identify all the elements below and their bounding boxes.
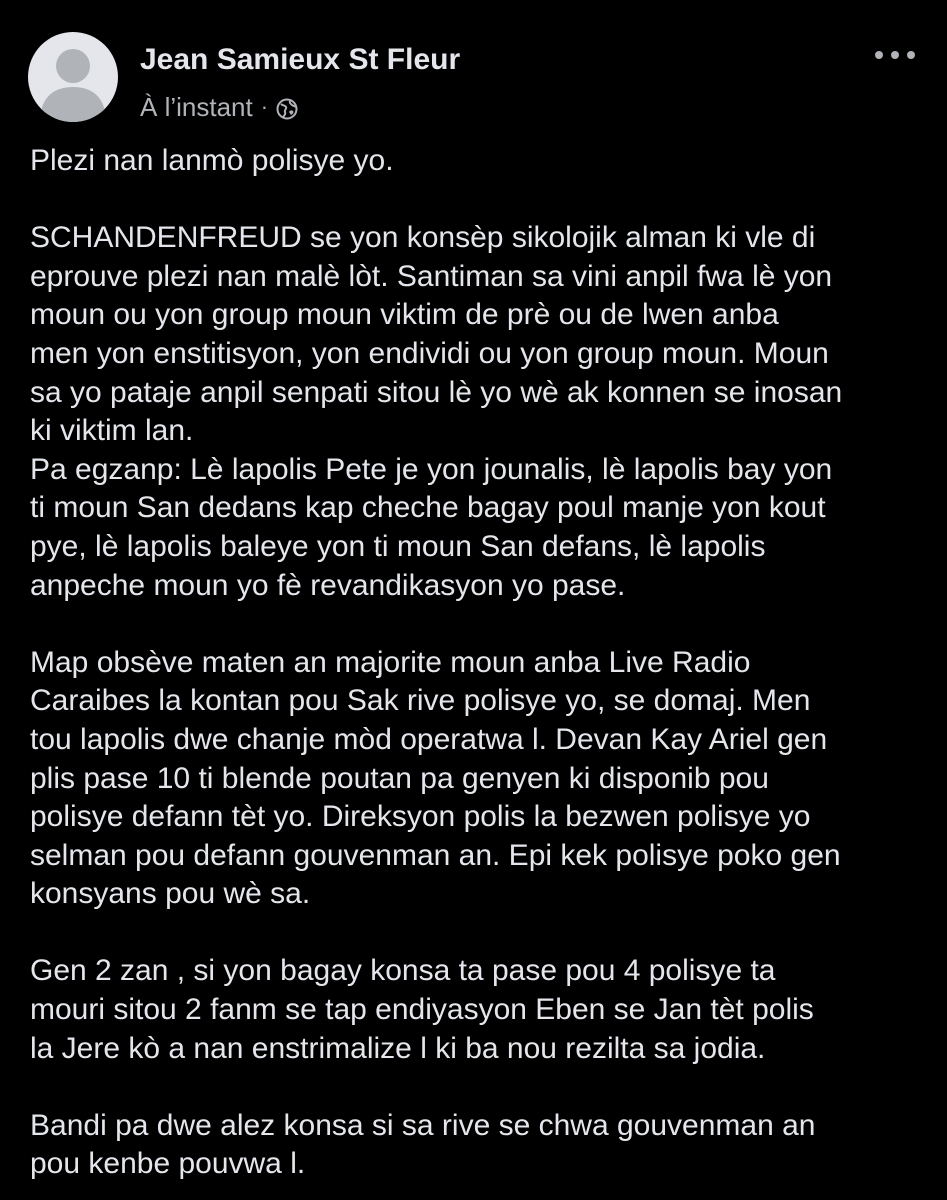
default-profile-icon <box>28 32 118 122</box>
globe-icon[interactable] <box>276 96 298 118</box>
post-text-line: tou lapolis dwe chanje mòd operatwa l. Devan Kay Ariel gen <box>30 722 828 756</box>
meta-separator: · <box>260 94 269 119</box>
paragraph-gap <box>30 1068 930 1107</box>
post-text <box>30 142 930 1184</box>
post-text-line: SCHANDENFREUD se yon konsèp sikolojik alman ki vle di <box>30 221 816 255</box>
post-text-line: moun ou yon group moun viktim de prè ou de lwen anba <box>30 298 779 332</box>
post-text-line: Plezi nan lanmò polisye yo. <box>30 144 394 177</box>
post-text-line: pye, lè lapolis baleye yon ti moun San defans, lè lapolis <box>30 529 766 563</box>
post-text-line: la Jere kò a nan enstrimalize l ki ba nou rezilta sa jodia. <box>30 1031 766 1065</box>
post-text-line: Pa egzanp: Lè lapolis Pete je yon jounalis, lè lapolis bay yon <box>30 452 833 486</box>
post-text-line: ti moun San dedans kap cheche bagay poul manje yon kout <box>30 491 826 525</box>
post-text-line: pou kenbe pouvwa l. <box>30 1147 306 1181</box>
more-options-button[interactable] <box>870 40 920 70</box>
post-text-line: Map obsève maten an majorite moun anba Live Radio <box>30 645 751 679</box>
paragraph-gap <box>30 181 930 220</box>
post-text-line: Caraibes la kontan pou Sak rive polisye yo, se domaj. Men <box>30 684 811 718</box>
post-text-line: polisye defann tèt yo. Direksyon polis la bezwen polisye yo <box>30 800 811 834</box>
post-text-line: Gen 2 zan , si yon bagay konsa ta pase pou 4 polisye ta <box>30 954 776 988</box>
post-text-line: mouri sitou 2 fanm se tap endiyasyon Eben se Jan tèt polis <box>30 993 814 1027</box>
avatar[interactable] <box>28 32 118 122</box>
post-header <box>0 0 947 140</box>
author-name[interactable]: Jean Samieux St Fleur <box>140 43 461 76</box>
post-timestamp[interactable]: À l’instant <box>140 91 253 122</box>
post-text-line: selman pou defann gouvenman an. Epi kek polisye poko gen <box>30 838 841 872</box>
paragraph-gap <box>30 914 930 953</box>
post-meta <box>140 90 298 124</box>
more-options-icon <box>873 50 917 60</box>
post-text-line: anpeche moun yo fè revandikasyon yo pase. <box>30 568 626 602</box>
post-text-line: men yon enstitisyon, yon endividi ou yon group moun. Moun <box>30 336 829 370</box>
paragraph-gap <box>30 605 930 644</box>
post-text-line: sa yo pataje anpil senpati sitou lè yo wè ak konnen se inosan <box>30 375 843 409</box>
post-text-line: ki viktim lan. <box>30 414 194 448</box>
post-text-line: Bandi pa dwe alez konsa si sa rive se chwa gouvenman an <box>30 1108 816 1142</box>
post-text-line: konsyans pou wè sa. <box>30 877 311 911</box>
post-text-line: plis pase 10 ti blende poutan pa genyen ki disponib pou <box>30 761 769 795</box>
post-text-line: eprouve plezi nan malè lòt. Santiman sa vini anpil fwa lè yon <box>30 259 833 293</box>
